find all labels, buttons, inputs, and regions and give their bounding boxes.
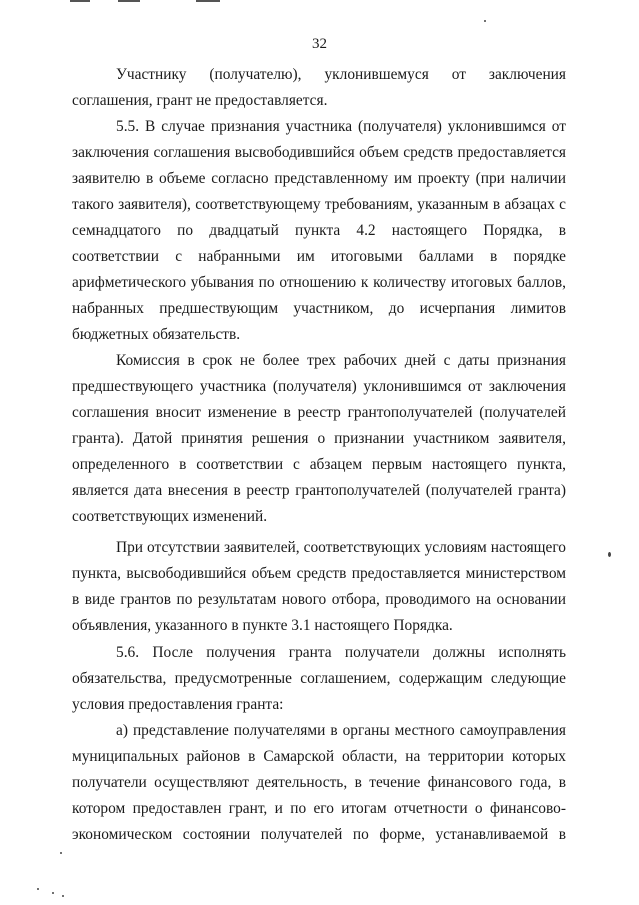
scan-artifact [484,20,486,22]
text-line: бюджетных обязательств. [72,326,241,343]
text-line: объявления, указанного в пункте 3.1 настоящего Порядка. [72,617,453,634]
scan-artifact [196,0,220,2]
scan-artifact [70,0,90,2]
text-line: заключения соглашения высвободившийся объем средств предоставляется [72,144,566,161]
text-line: заявителю в объеме согласно представленному им проекту (при наличии [72,170,566,187]
text-line: Участнику (получателю), уклонившемуся от заключения [116,66,566,83]
text-line: пункта, высвободившийся объем средств предоставляется министерством [72,565,566,582]
text-line: котором предоставлен грант, и по его итогам отчетности о финансово- [72,800,566,817]
text-line: семнадцатого по двадцатый пункта 4.2 настоящего Порядка, в [72,222,566,239]
paragraph-1 [72,62,566,114]
text-line: предшествующего участника (получателя) уклонившимся от заключения [72,378,566,395]
scan-artifact [608,552,611,557]
scan-artifact [62,895,64,897]
text-line: 5.6. После получения гранта получатели должны исполнять [116,644,566,661]
paragraph-2 [72,114,566,348]
text-line: является дата внесения в реестр грантополучателей (получателей гранта) [72,482,566,499]
text-line: получатели осуществляют деятельность, в течение финансового года, в [72,774,566,791]
scan-artifact [37,888,39,890]
scan-artifact [118,0,140,2]
text-line: соглашения вносит изменение в реестр грантополучателей (получателей [72,404,566,421]
text-line: соответствующих изменений. [72,508,268,525]
text-line: соглашения, грант не предоставляется. [72,92,328,109]
text-line: При отсутствии заявителей, соответствующих условиям настоящего [116,539,566,556]
paragraph-4 [72,535,566,639]
text-line: гранта). Датой принятия решения о признании участником заявителя, [72,430,566,447]
text-line: набранных предшествующим участником, до исчерпания лимитов [72,300,566,317]
paragraph-6 [72,718,566,848]
text-line: обязательства, предусмотренные соглашением, содержащим следующие [72,670,566,687]
text-line: а) представление получателями в органы местного самоуправления [116,722,566,739]
page-number: 32 [312,36,327,52]
text-line: арифметического убывания по отношению к количеству итоговых баллов, [72,274,566,291]
text-line: муниципальных районов в Самарской области, на территории которых [72,748,566,765]
scan-artifact [60,852,62,854]
text-line: в виде грантов по результатам нового отбора, проводимого на основании [72,591,566,608]
scan-artifact [52,892,54,894]
text-line: экономическом состоянии получателей по форме, устанавливаемой в [72,826,566,843]
text-line: соответствии с набранными им итоговыми баллами в порядке [72,248,566,265]
text-line: 5.5. В случае признания участника (получателя) уклонившимся от [116,118,566,135]
paragraph-3 [72,348,566,530]
paragraph-5 [72,640,566,718]
text-line: определенного в соответствии с абзацем первым настоящего пункта, [72,456,566,473]
text-line: Комиссия в срок не более трех рабочих дней с даты признания [116,352,566,369]
text-line: условия предоставления гранта: [72,696,284,713]
text-line: такого заявителя), соответствующему требованиям, указанным в абзацах с [72,196,566,213]
